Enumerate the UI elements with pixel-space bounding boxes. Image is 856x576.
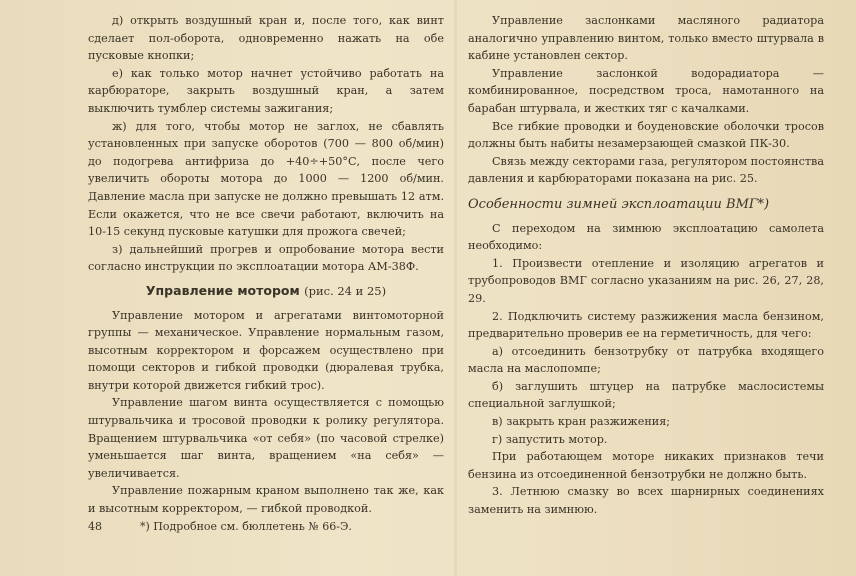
paragraph-oil-radiator: Управление заслонками масляного радиатора аналогично управлению винтом, только вместо штурвала в кабине установлен сектор. — [468, 14, 824, 63]
paragraph-water-radiator: Управление заслонкой водорадиатора — комбинированное, посредством троса, намотанного на барабан штурвала, и жестких тяг с качалками. — [468, 66, 824, 115]
heading-text: Управление мотором — [145, 282, 300, 298]
paragraph-winter-intro: С переходом на зимнюю эксплоатацию самолета необходимо: — [468, 221, 824, 253]
paragraph-engine-control: Управление мотором и агрегатами винтомоторной группы — механическое. Управление нормальным газом, высотным корректором и форсажем осуществлено при помощи секторов и гибкой проводки (дюралевая трубка, внутри которой движется гибкий трос). — [88, 308, 444, 392]
footnote: *) Подробное см. бюллетень № 66-Э. — [140, 520, 352, 533]
paragraph-d: д) открыть воздушный кран и, после того, как винт сделает пол-оборота, одновременно нажать на обе пусковые кнопки; — [88, 14, 444, 63]
paragraph-item-v: в) закрыть кран разжижения; — [492, 415, 671, 429]
page-number: 48 — [88, 520, 102, 533]
paragraph-fire-valve: Управление пожарным краном выполнено так же, как и высотным корректором, — гибкой проводкой. — [88, 484, 444, 516]
paragraph-item-2: 2. Подключить систему разжижения масла бензином, предварительно проверив ее на герметичность, для чего: — [468, 309, 824, 341]
paragraph-z: з) дальнейший прогрев и опробование мотора вести согласно инструкции по эксплоатации мотора АМ-38Ф. — [88, 242, 444, 274]
left-column — [88, 12, 444, 518]
paragraph-item-a: а) отсоединить бензотрубку от патрубка входящего масла на маслопомпе; — [468, 344, 824, 376]
paragraph-no-leak: При работающем моторе никаких признаков течи бензина из отсоединенной бензотрубки не должно быть. — [468, 450, 824, 481]
paragraph-bowden: Все гибкие проводки и боуденовские оболочки тросов должны быть набиты незамерзающей смазкой ПК-30. — [468, 119, 824, 151]
paragraph-throttle-link: Связь между секторами газа, регулятором постоянства давления и карбюраторами показана на рис. 25. — [468, 154, 824, 186]
paragraph-item-3: 3. Летнюю смазку во всех шарнирных соединениях заменить на зимнюю. — [468, 485, 824, 517]
section-heading-winter: Особенности зимней эксплоатации ВМГ*) — [468, 196, 770, 212]
heading-figure-ref: (рис. 24 и 25) — [304, 283, 387, 298]
section-heading-engine-control — [88, 282, 444, 301]
paragraph-item-g: г) запустить мотор. — [492, 432, 608, 446]
paragraph-item-b: б) заглушить штуцер на патрубке маслосистемы специальной заглушкой; — [468, 379, 824, 411]
paragraph-zh: ж) для того, чтобы мотор не заглох, не сбавлять установленных при запуске оборотов (700 — 800 об/мин) до подогрева антифриза до +40÷+50°С, после чего увеличить обороты мотора до 1000 — 1200 об/мин. Давление масла при запуске не должно превышать 12 атм. Если окажется, что не все свечи работают, включить на 10-15 секунд пусковые катушки для прожога свечей; — [88, 119, 444, 239]
paragraph-item-1: 1. Произвести отепление и изоляцию агрегатов и трубопроводов ВМГ согласно указаниям на рис. 26, 27, 28, 29. — [468, 256, 824, 305]
paragraph-propeller-pitch: Управление шагом винта осуществляется с помощью штурвальчика и тросовой проводки к ролику регулятора. Вращением штурвальчика «от себя» (по часовой стрелке) уменьшается шаг винта, вращением «на себя» — увеличивается. — [88, 396, 444, 480]
page-fold — [454, 0, 457, 576]
paragraph-e: е) как только мотор начнет устойчиво работать на карбюраторе, закрыть воздушный кран, а затем выключить тумблер системы зажигания; — [88, 66, 444, 115]
right-column — [468, 12, 824, 519]
page-footer — [88, 520, 444, 533]
